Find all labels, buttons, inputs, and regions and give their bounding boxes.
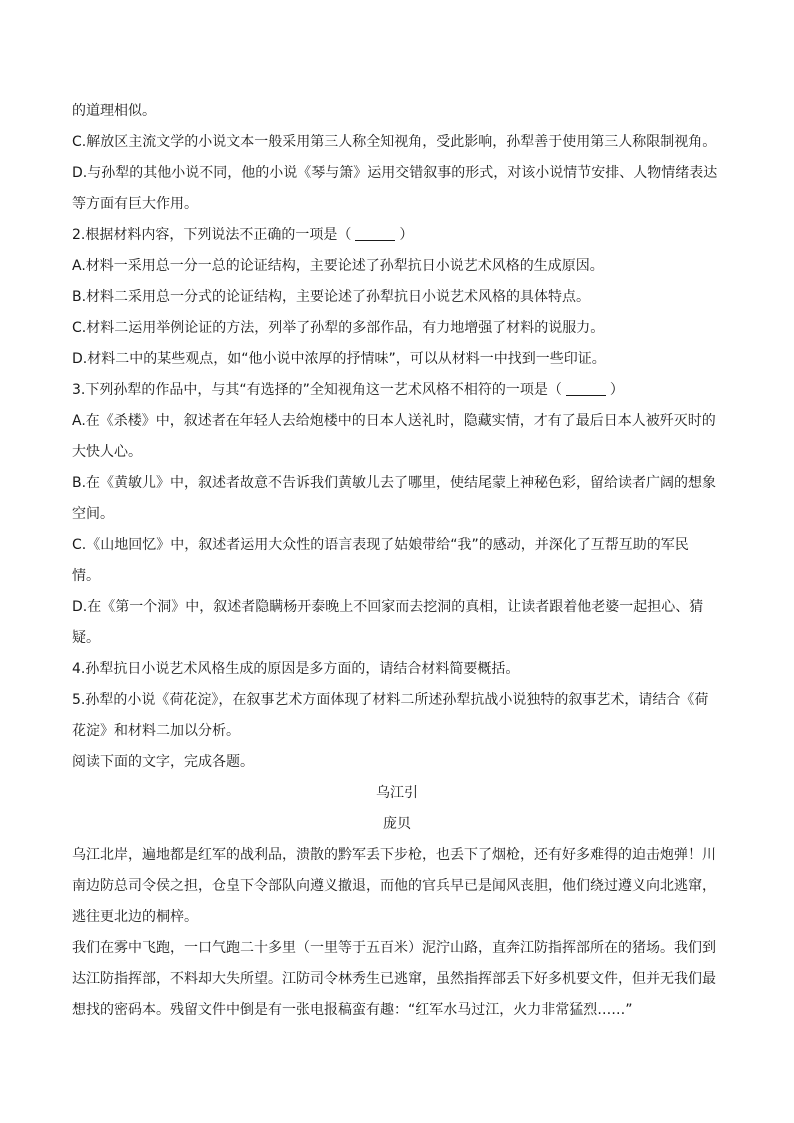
question-3-text: 3.下列孙犁的作品中，与其“有选择的”全知视角这一艺术风格不相符的一项是（ [72,382,562,398]
story-line: 逃往更北边的桐梓。 [72,909,198,925]
story-author: 庞贝 [383,816,411,832]
option-line: B.材料二采用总一分式的论证结构，主要论述了孙犁抗日小说艺术风格的具体特点。 [72,289,591,305]
question-2 [72,220,722,251]
option-line: 大快人心。 [72,444,142,460]
option-line: 空间。 [72,506,114,522]
story-line: 达江防指挥部，不料却大失所望。江防司令林秀生已逃窜，虽然指挥部丢下好多机要文件，但并无我们最 [72,971,716,987]
question-3 [72,375,722,406]
story-line: 南边防总司令侯之担，仓皇下令部队向遵义撤退，而他的官兵早已是闻风丧胆，他们绕过遵义向北逃窜， [72,878,716,894]
story-line: 想找的密码本。残留文件中倒是有一张电报稿蛮有趣：“红军水马过江，火力非常猛烈……” [72,1002,633,1018]
text-line: 的道理相似。 [72,103,156,119]
option-line: B.在《黄敏儿》中，叙述者故意不告诉我们黄敏儿去了哪里，使结尾蒙上神秘色彩，留给读者广阔的想象 [72,475,717,491]
story-line: 我们在雾中飞跑，一口气跑二十多里（一里等于五百米）泥泞山路，直奔江防指挥部所在的猪场。我们到 [72,940,716,956]
question-5-cont: 花淀》和材料二加以分析。 [72,723,240,739]
option-line: D.材料二中的某些观点，如“他小说中浓厚的抒情味”，可以从材料一中找到一些印证。 [72,351,606,367]
question-4: 4.孙犁抗日小说艺术风格生成的原因是多方面的，请结合材料简要概括。 [72,661,520,677]
story-line: 乌江北岸，遍地都是红军的战利品，溃散的黔军丢下步枪，也丢下了烟枪，还有好多难得的迫击炮弹！川 [72,847,716,863]
option-line: 情。 [72,568,100,584]
question-2-text: 2.根据材料内容，下列说法不正确的一项是（ [72,227,352,243]
option-line: A.在《杀楼》中，叙述者在年轻人去给炮楼中的日本人送礼时，隐藏实情，才有了最后日本人被歼灭时的 [72,413,716,429]
question-5: 5.孙犁的小说《荷花淀》，在叙事艺术方面体现了材料二所述孙犁抗战小说独特的叙事艺术，请结合《荷 [72,692,709,708]
option-line: 疑。 [72,630,100,646]
option-line: D.在《第一个洞》中，叙述者隐瞒杨开泰晚上不回家而去挖洞的真相，让读者跟着他老婆一起担心、猜 [72,599,704,615]
document-page [72,96,722,1026]
option-line: A.材料一采用总一分一总的论证结构，主要论述了孙犁抗日小说艺术风格的生成原因。 [72,258,604,274]
option-line: C.《山地回忆》中，叙述者运用大众性的语言表现了姑娘带给“我”的感动，并深化了互帮互助的军民 [72,537,689,553]
answer-blank[interactable] [566,381,606,396]
story-title: 乌江引 [376,785,418,801]
answer-blank[interactable] [355,226,395,241]
reading-instruction: 阅读下面的文字，完成各题。 [72,754,254,770]
text-line: C.解放区主流文学的小说文本一般采用第三人称全知视角，受此影响，孙犁善于使用第三人称限制视角。 [72,134,717,150]
text-line: 等方面有巨大作用。 [72,196,198,212]
text-line: D.与孙犁的其他小说不同，他的小说《琴与箫》运用交错叙事的形式，对该小说情节安排、人物情绪表达 [72,165,718,181]
option-line: C.材料二运用举例论证的方法，列举了孙犁的多部作品，有力地增强了材料的说服力。 [72,320,605,336]
paren-close: ） [399,227,414,243]
paren-close: ） [609,382,624,398]
